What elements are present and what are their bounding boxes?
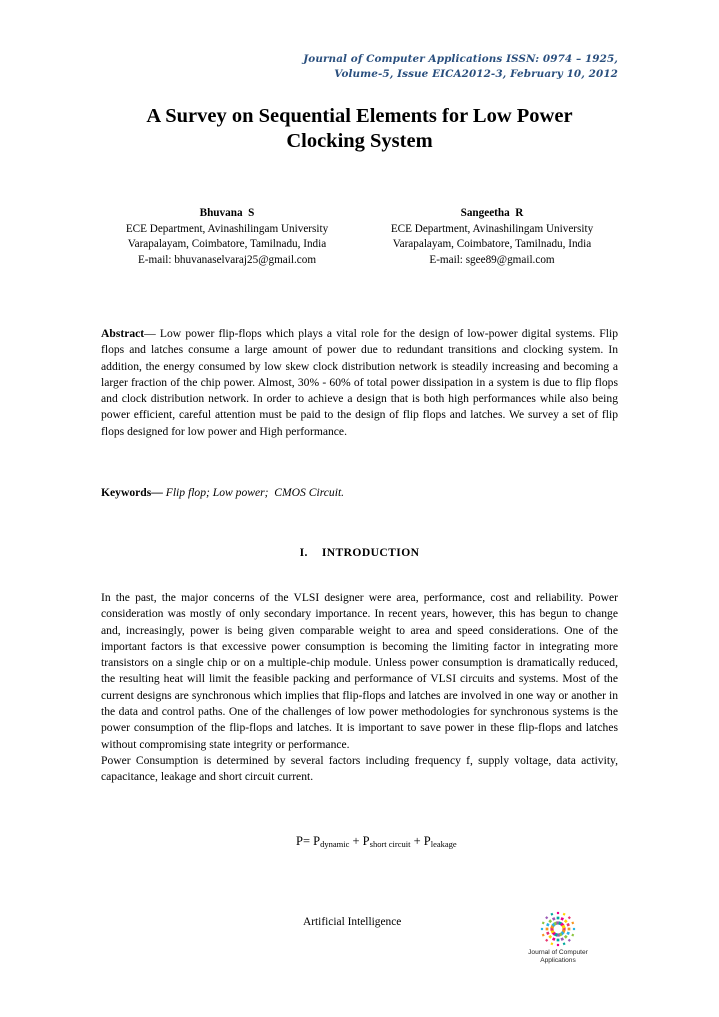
logo-petal: [548, 919, 552, 923]
keywords-text: Flip flop; Low power; CMOS Circuit.: [165, 486, 345, 499]
equation-sub-dynamic: dynamic: [320, 839, 350, 849]
abstract-text: Low power flip-flops which plays a vital role for the design of low-power digital systems. Flip flops and latches consume a large amount of power due to redundant transitions and clocking system. In addition, the energy consumed by low skew clock distribution network is steadily increasing and becoming a larger fraction of the chip power. Almost, 30% - 60% of total power dissipation in a system is due to flip flops and clock distribution network. In order to achieve a design that is both high performances while also being power efficient, careful attention must be paid to the design of flip flops and latches. We survey a set of flip flops designed for low power and High performance.: [101, 327, 618, 438]
logo-petal: [550, 913, 553, 916]
logo-petal: [563, 942, 566, 945]
author-email: E-mail: sgee89@gmail.com: [429, 253, 555, 266]
logo-center: [555, 926, 561, 932]
logo-petal: [542, 921, 545, 924]
logo-petal: [571, 921, 574, 924]
author-email: E-mail: bhuvanaselvaraj25@gmail.com: [137, 253, 317, 266]
equation-plus: + P: [410, 834, 431, 848]
equation-sub-leakage: leakage: [430, 839, 457, 849]
logo-petal: [564, 935, 568, 939]
keywords: [101, 485, 618, 501]
author-name: Sangeetha R: [460, 207, 524, 219]
logo-petal: [566, 923, 570, 927]
introduction-paragraph: In the past, the major concerns of the VLSI designer were area, performance, cost and reliability. Power consideration was mostly of only secondary importance. In recent years, however, this has begun to change and, increasingly, power is being given comparable weight to area and speed considerations. One of the important factors is that excessive power consumption is becoming the limiting factor in integrating more transistors on a single chip or on a multiple-chip module. Unless power consumption is dramatically reduced, the resulting heat will limit the feasible packing and performance of VLSI circuits and systems. Most of the current designs are synchronous which implies that flip-flops and latches are involved in one way or another in the data and control paths. One of the challenges of low power methodologies for synchronous systems is the power consumption of the flip-flops and latches. It is important to save power in these flip-flops and latches without compromising state integrity or performance.: [101, 591, 618, 751]
section-number: I.: [299, 546, 308, 559]
logo-petal: [568, 928, 571, 931]
keywords-dash: —: [151, 486, 166, 499]
author-address: Varapalayam, Coimbatore, Tamilnadu, India: [392, 238, 592, 250]
logo-petal: [566, 931, 570, 935]
logo-petal: [568, 916, 571, 919]
logo-petal: [542, 934, 545, 937]
author-department: ECE Department, Avinashilingam University: [125, 222, 329, 235]
logo-petal: [545, 939, 548, 942]
logo-petal: [546, 931, 550, 935]
journal-header-line1: Journal of Computer Applications ISSN: 0974 – 1925,: [303, 53, 618, 65]
logo-petal: [560, 937, 564, 941]
paper-title: [100, 104, 619, 154]
keywords-label: Keywords: [101, 486, 152, 499]
logo-petal: [557, 912, 559, 914]
paper-title-line2: Clocking System: [286, 130, 433, 152]
journal-logo: [520, 910, 596, 965]
author-address: Varapalayam, Coimbatore, Tamilnadu, India: [127, 238, 327, 250]
introduction-body: [101, 590, 618, 786]
journal-header: [303, 52, 618, 82]
logo-petal: [546, 928, 549, 931]
logo-petal: [546, 923, 550, 927]
logo-petal: [560, 917, 564, 921]
author-block-1: [97, 206, 357, 268]
abstract-dash: —: [144, 327, 160, 340]
power-equation: [296, 834, 457, 849]
logo-petal: [571, 934, 574, 937]
introduction-paragraph: Power Consumption is determined by several factors including frequency f, supply voltage, data activity, capacitance, leakage and short circuit current.: [101, 753, 618, 784]
logo-text-line2: Applications: [540, 957, 576, 964]
logo-petal: [552, 917, 556, 921]
equation-plus: + P: [349, 834, 370, 848]
journal-logo-icon: [538, 910, 578, 948]
logo-petal: [541, 928, 543, 930]
author-department: ECE Department, Avinashilingam University: [390, 222, 594, 235]
logo-petal: [563, 913, 566, 916]
author-name: Bhuvana S: [199, 207, 255, 219]
author-block-2: [362, 206, 622, 268]
paper-title-line1: A Survey on Sequential Elements for Low Power: [146, 105, 573, 127]
logo-petal: [545, 916, 548, 919]
logo-petal: [557, 917, 560, 920]
abstract-label: Abstract: [101, 327, 145, 340]
logo-text-line1: Journal of Computer: [528, 949, 588, 956]
logo-text: [520, 949, 596, 965]
logo-petal: [548, 935, 552, 939]
section-heading: [101, 546, 618, 559]
logo-petal: [557, 939, 560, 942]
logo-petal: [557, 944, 559, 946]
footer-text: Artificial Intelligence: [303, 916, 402, 928]
logo-petal: [550, 942, 553, 945]
logo-petal: [568, 939, 571, 942]
logo-petal: [573, 928, 575, 930]
journal-header-line2: Volume-5, Issue EICA2012-3, February 10, 2012: [334, 68, 618, 80]
logo-petal: [564, 919, 568, 923]
equation-lhs: P= P: [296, 834, 321, 848]
section-title: INTRODUCTION: [321, 546, 420, 559]
logo-petal: [552, 937, 556, 941]
equation-sub-short-circuit: short circuit: [369, 839, 411, 849]
abstract: [101, 326, 618, 440]
